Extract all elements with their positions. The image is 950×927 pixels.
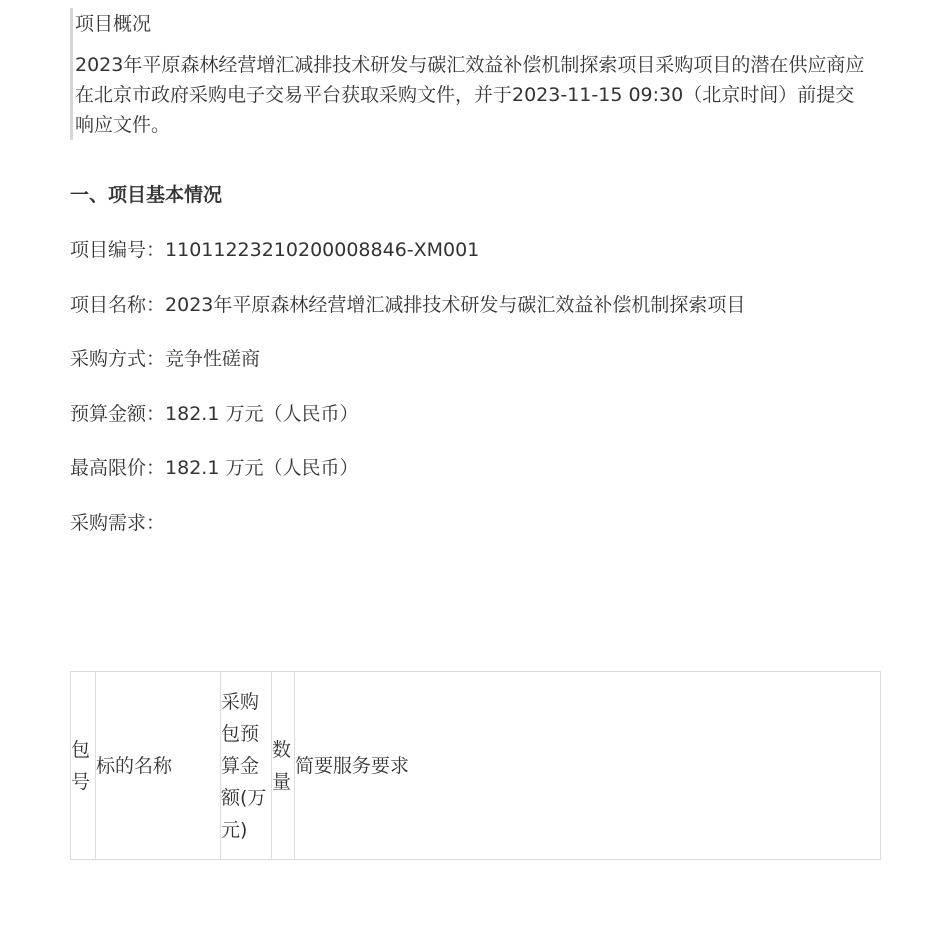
info-value: 182.1 万元（人民币）	[165, 457, 359, 479]
header-service-requirements: 简要服务要求	[295, 672, 881, 860]
info-project-number	[70, 235, 479, 265]
info-value: 11011223210200008846-XM001	[165, 239, 480, 261]
info-label: 项目编号：	[70, 239, 166, 261]
info-procurement-method	[70, 344, 260, 374]
info-label: 最高限价：	[70, 457, 166, 479]
header-package-budget: 采购包预算金额(万元)	[221, 672, 272, 860]
info-value: 182.1 万元（人民币）	[165, 403, 359, 425]
overview-text: 2023年平原森林经营增汇减排技术研发与碳汇效益补偿机制探索项目采购项目的潜在供应商应在北京市政府采购电子交易平台获取采购文件，并于2023-11-15 09:30（北京时间）前提交响应文件。	[75, 54, 865, 136]
header-item-name: 标的名称	[96, 672, 221, 860]
info-max-price	[70, 453, 358, 483]
info-label: 预算金额：	[70, 403, 166, 425]
header-quantity: 数量	[272, 672, 295, 860]
info-budget-amount	[70, 399, 358, 429]
info-value: 2023年平原森林经营增汇减排技术研发与碳汇效益补偿机制探索项目	[165, 294, 746, 316]
table-header-row	[71, 672, 881, 860]
info-project-name	[70, 290, 745, 320]
overview-title: 项目概况	[75, 13, 152, 35]
section-heading-basic-info: 一、项目基本情况	[70, 184, 223, 206]
info-label: 项目名称：	[70, 294, 166, 316]
info-value: 竞争性磋商	[165, 348, 261, 370]
header-package-number: 包号	[71, 672, 96, 860]
project-overview-block	[70, 8, 880, 140]
info-procurement-needs	[70, 508, 165, 538]
info-label: 采购需求：	[70, 512, 166, 534]
info-label: 采购方式：	[70, 348, 166, 370]
procurement-requirements-table	[70, 671, 881, 860]
